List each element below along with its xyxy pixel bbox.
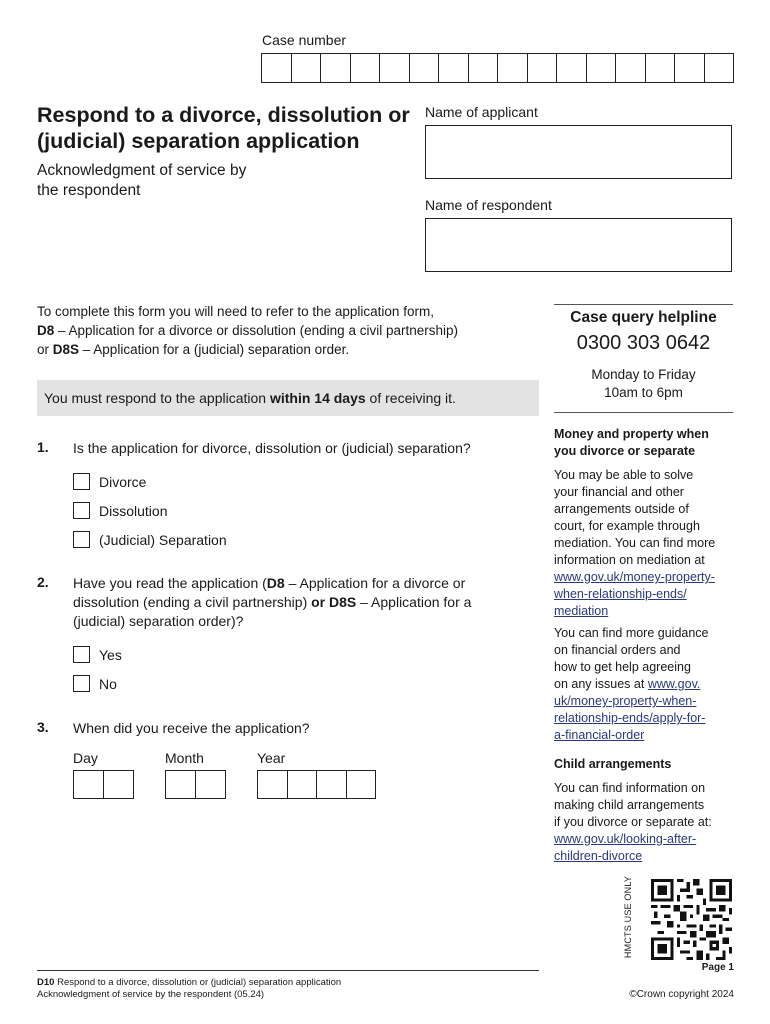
q2-text: – Application for a divorce or: [284, 575, 466, 591]
hours-line: 10am to 6pm: [604, 385, 683, 400]
child-paragraph: [554, 780, 744, 865]
q2-text: Have you read the application (: [73, 575, 267, 591]
paragraph-line: You can find information on: [554, 781, 706, 795]
date-digit-cell[interactable]: [74, 771, 104, 798]
checkbox[interactable]: [73, 675, 90, 692]
link-line[interactable]: www.gov.uk/looking-after-: [554, 832, 697, 846]
child-arrangements-link[interactable]: [554, 831, 744, 865]
notice-text: You must respond to the application: [44, 390, 270, 406]
case-number-cell[interactable]: [498, 54, 528, 82]
day-label: Day: [73, 750, 98, 766]
case-number-cell[interactable]: [528, 54, 558, 82]
case-number-cell[interactable]: [646, 54, 676, 82]
respondent-name-field[interactable]: [425, 218, 732, 272]
applicant-name-field[interactable]: [425, 125, 732, 179]
intro-line: [37, 321, 537, 340]
case-number-cell[interactable]: [587, 54, 617, 82]
option-divorce[interactable]: [73, 473, 146, 490]
option-label: No: [99, 675, 117, 692]
heading-line: Money and property when: [554, 427, 709, 441]
paragraph-line: information on mediation at: [554, 553, 705, 567]
intro-d8-text: – Application for a divorce or dissolution (ending a civil partnership): [54, 323, 458, 338]
intro-d8s-text: – Application for a (judicial) separation order.: [79, 342, 350, 357]
question-3-text: When did you receive the application?: [73, 720, 310, 736]
year-label: Year: [257, 750, 286, 766]
case-number-label: Case number: [262, 32, 347, 48]
q2-text: dissolution (ending a civil partnership): [73, 594, 312, 610]
sidebar-divider: [554, 412, 733, 413]
option-dissolution[interactable]: [73, 502, 167, 519]
notice-deadline: within 14 days: [269, 390, 366, 406]
year-input[interactable]: [257, 770, 376, 799]
case-number-cell[interactable]: [380, 54, 410, 82]
date-digit-cell[interactable]: [347, 771, 376, 798]
notice-text: of receiving it.: [365, 390, 456, 406]
paragraph-line: your financial and other: [554, 485, 684, 499]
helpline-title: Case query helpline: [570, 309, 717, 326]
form-code-d8s: D8S: [52, 342, 80, 357]
sidebar-top-rule: [554, 304, 733, 305]
case-number-cell[interactable]: [469, 54, 499, 82]
q2-bold: or D8S: [311, 594, 357, 610]
question-line: [73, 574, 538, 593]
question-line: (judicial) separation order)?: [73, 613, 244, 629]
date-digit-cell[interactable]: [317, 771, 347, 798]
footer-form-sub: Acknowledgment of service by the respondent (05.24): [37, 989, 265, 1000]
money-heading: [554, 426, 739, 460]
footer-form-code: D10: [37, 977, 55, 988]
case-number-cell[interactable]: [262, 54, 292, 82]
case-number-cell[interactable]: [351, 54, 381, 82]
mediation-link[interactable]: [554, 569, 744, 620]
paragraph-line: arrangements outside of: [554, 502, 689, 516]
footer-rule: [37, 970, 539, 971]
checkbox[interactable]: [73, 502, 90, 519]
link-line[interactable]: uk/money-property-when-: [554, 694, 697, 708]
question-number: 3.: [37, 719, 49, 735]
case-number-cell[interactable]: [557, 54, 587, 82]
option-label: (Judicial) Separation: [99, 531, 227, 548]
footer-form-info: [37, 977, 341, 1001]
case-number-cell[interactable]: [439, 54, 469, 82]
paragraph-line: how to get help agreeing: [554, 660, 691, 674]
q2-text: – Application for a: [356, 594, 472, 610]
question-2-text: [73, 574, 538, 631]
paragraph-line: court, for example through: [554, 519, 700, 533]
page-title: Respond to a divorce, dissolution or (judicial) separation application: [37, 103, 410, 153]
question-line: [73, 593, 538, 612]
option-yes[interactable]: [73, 646, 122, 663]
money-paragraph-1: [554, 467, 744, 620]
money-paragraph-2: [554, 625, 744, 744]
link-line[interactable]: when-relationship-ends/: [554, 587, 687, 601]
subtitle-line: the respondent: [37, 182, 141, 199]
link-line[interactable]: www.gov.uk/money-property-: [554, 570, 715, 584]
case-number-cell[interactable]: [321, 54, 351, 82]
helpline-phone: 0300 303 0642: [576, 332, 711, 354]
page-number: Page 1: [701, 962, 734, 973]
page-subtitle: [37, 161, 246, 201]
hmcts-use-only: HMCTS USE ONLY: [623, 875, 633, 959]
case-number-boxes[interactable]: [261, 53, 734, 83]
link-line[interactable]: mediation: [554, 604, 609, 618]
option-label: Dissolution: [99, 502, 168, 519]
link-line[interactable]: children-divorce: [554, 849, 643, 863]
checkbox[interactable]: [73, 473, 90, 490]
qr-code-icon: [650, 879, 733, 960]
option-label: Divorce: [99, 473, 147, 490]
day-input[interactable]: [73, 770, 134, 799]
intro-text: [37, 302, 537, 359]
date-digit-cell[interactable]: [196, 771, 225, 798]
checkbox[interactable]: [73, 646, 90, 663]
applicant-label: Name of applicant: [425, 104, 538, 120]
intro-line: To complete this form you will need to refer to the application form,: [37, 304, 434, 319]
option-judicial-separation[interactable]: [73, 531, 227, 548]
paragraph-line: if you divorce or separate at:: [554, 815, 712, 829]
date-digit-cell[interactable]: [258, 771, 288, 798]
footer-form-title: Respond to a divorce, dissolution or (judicial) separation application: [54, 977, 342, 988]
month-input[interactable]: [165, 770, 226, 799]
paragraph-line: making child arrangements: [554, 798, 705, 812]
option-label: Yes: [99, 646, 122, 663]
option-no[interactable]: [73, 675, 117, 692]
checkbox[interactable]: [73, 531, 90, 548]
question-number: 2.: [37, 574, 49, 590]
paragraph-line: on financial orders and: [554, 643, 681, 657]
date-digit-cell[interactable]: [166, 771, 196, 798]
child-heading: Child arrangements: [554, 757, 672, 771]
question-1-text: Is the application for divorce, dissolution or (judicial) separation?: [73, 440, 471, 456]
paragraph-line: [554, 676, 744, 693]
respondent-label: Name of respondent: [425, 197, 552, 213]
copyright: ©Crown copyright 2024: [629, 989, 734, 1000]
q2-bold: D8: [266, 575, 285, 591]
paragraph-line: mediation. You can find more: [554, 536, 716, 550]
question-number: 1.: [37, 439, 49, 455]
deadline-notice: [37, 380, 539, 416]
paragraph-line: You can find more guidance: [554, 626, 709, 640]
intro-line: [37, 340, 537, 359]
date-digit-cell[interactable]: [288, 771, 318, 798]
date-digit-cell[interactable]: [104, 771, 133, 798]
financial-order-link[interactable]: www.gov.: [647, 677, 701, 691]
case-number-cell[interactable]: [675, 54, 705, 82]
hours-line: Monday to Friday: [591, 367, 696, 382]
financial-order-link[interactable]: [554, 693, 744, 744]
intro-or: or: [37, 342, 53, 357]
link-line[interactable]: relationship-ends/apply-for-: [554, 711, 706, 725]
paragraph-line: You may be able to solve: [554, 468, 694, 482]
month-label: Month: [165, 750, 204, 766]
case-number-cell[interactable]: [705, 54, 734, 82]
footer-line: [37, 977, 341, 989]
case-number-cell[interactable]: [410, 54, 440, 82]
case-number-cell[interactable]: [616, 54, 646, 82]
form-code-d8: D8: [37, 323, 55, 338]
helpline-hours: [554, 366, 733, 402]
paragraph-text: on any issues at: [554, 677, 648, 691]
heading-line: you divorce or separate: [554, 444, 696, 458]
case-number-cell[interactable]: [292, 54, 322, 82]
subtitle-line: Acknowledgment of service by: [37, 162, 247, 179]
link-line[interactable]: a-financial-order: [554, 728, 645, 742]
